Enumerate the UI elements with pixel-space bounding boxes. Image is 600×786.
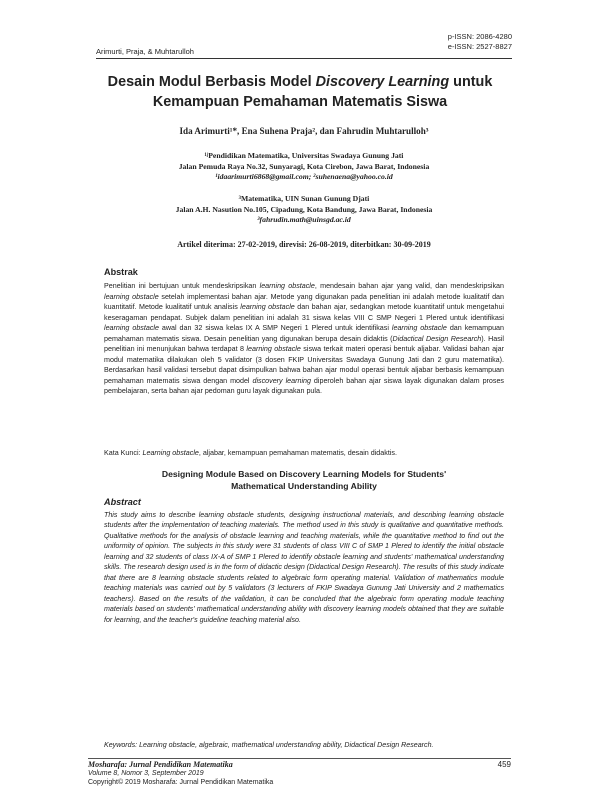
footer-volume: Volume 8, Nomor 3, September 2019 [88, 770, 204, 777]
e-issn: e-ISSN: 2527-8827 [447, 42, 512, 51]
header-divider [96, 58, 512, 59]
affiliation-2-dept: ³Matematika, UIN Sunan Gunung Djati [238, 194, 370, 203]
abstract-body: This study aims to describe learning obstacle students, designing instructional materials, and describing learning obstacle students after the implementation of teaching materials. The method used in this study is qualitative and quantitative methods. Qualitative methods for the analysis of obstacle learning and teaching materials, while the quantitative method to find out the uniformity of opinion. The subjects in this study were 31 students of class VIII C of SMP 1 Plered to identify the initial obstacle learning and 32 students of class IX-A of SMP 1 Plered to identify obstacle learning and students' mathematical understanding skills. The research design used is in the form of didactic design (Didactical Design Research). The results of this study indicate that there are 8 learning obstacle students related to algebraic form operating material. Validation of mathematics module teaching materials was carried out by 5 validators (3 lecturers of FKIP Swadaya Gunung Jati University and 2 mathematics teachers). Based on the results of the validation, it can be concluded that the algebraic form operating module teaching materials based on students' mathematical understanding ability with discovery learning models obtained that they are suitable for learning, and the teacher's guideline teaching material also. [104, 511, 504, 624]
article-dates: Artikel diterima: 27-02-2019, direvisi: 26-08-2019, diterbitkan: 30-09-2019 [177, 240, 431, 249]
running-header-authors: Arimurti, Praja, & Muhtarulloh [96, 47, 194, 56]
affiliation-2 [96, 194, 512, 226]
affiliation-2-address: Jalan A.H. Nasution No.105, Cipadung, Kota Bandung, Jawa Barat, Indonesia [175, 204, 433, 214]
title-part3: untuk [449, 74, 493, 90]
affiliation-2-email[interactable]: ³fahrudin.math@uinsgd.ac.id [257, 215, 351, 225]
abstrak-heading: Abstrak [104, 267, 138, 277]
article-title [90, 72, 510, 112]
abstract-heading: Abstract [104, 497, 141, 507]
affiliation-1-dept: ¹ʲPendidikan Matematika, Universitas Swadaya Gunung Jati [204, 151, 404, 160]
english-title [96, 469, 512, 492]
english-title-line1: Designing Module Based on Discovery Learning Models for Students' [161, 469, 447, 479]
affiliation-1-address: Jalan Pemuda Raya No.32, Sunyaragi, Kota Cirebon, Jawa Barat, Indonesia [178, 161, 430, 171]
abstrak-body: Penelitian ini bertujuan untuk mendeskripsikan learning obstacle, mendesain bahan ajar yang valid, dan mendeskripsikan learning obstacle setelah implementasi bahan ajar. Metode yang digunakan pada penelitian ini adalah metode kualitatif dan kuantitatif. Metode kualitatif untuk analisis learning obstacle dan bahan ajar, sedangkan metode kuantitatif untuk mengetahui keseragaman pendapat. Subjek dalam penelitian ini adalah 31 siswa kelas VIII C SMP Negeri 1 Plered untuk identifikasi learning obstacle awal dan 32 siswa kelas IX A SMP Negeri 1 Plered untuk identifikasi learning obstacle dan kemampuan pemahaman matematis siswa. Desain penelitian yang digunakan berupa desain didaktis (Didactical Design Research). Hasil penelitian ini menunjukan bahwa terdapat 8 learning obstacle siswa terkait materi operasi bentuk aljabar. Validasi bahan ajar modul matematika dilakukan oleh 5 validator (3 dosen FKIP Universitas Swadaya Gunung Jati dan 2 guru matematika). Berdasarkan hasil validasi tersebut dapat disimpulkan bahwa bahan ajar modul operasi bentuk aljabar berbasis kemampuan pemahaman matematis siswa dengan model discovery learning diperoleh bahan ajar siswa layak digunakan dalam proses pembelajaran, serta bahan ajar pedoman guru layak digunakan pula. [104, 282, 505, 396]
affiliation-1 [96, 151, 512, 183]
title-line2: Kemampuan Pemahaman Matematis Siswa [152, 94, 448, 110]
keywords: Keywords: Learning obstacle, algebraic, mathematical understanding ability, Didactical Design Research. [104, 741, 434, 749]
author-list: Ida Arimurti¹*, Ena Suhena Praja², dan Fahrudin Muhtarulloh³ [179, 126, 429, 136]
footer-journal-name: Mosharafa: Jurnal Pendidikan Matematika [88, 760, 233, 769]
page-number: 459 [497, 760, 511, 769]
title-italic: Discovery Learning [315, 74, 450, 90]
title-part1: Desain Modul Berbasis Model [107, 74, 316, 90]
english-title-line2: Mathematical Understanding Ability [231, 480, 377, 491]
issn-block [448, 32, 512, 52]
affiliation-1-email[interactable]: ¹idaarimurti6868@gmail.com; ²suhenaena@yahoo.co.id [215, 172, 393, 182]
kata-kunci: Kata Kunci: Learning obstacle, aljabar, kemampuan pemahaman matematis, desain didaktis. [104, 449, 397, 457]
footer-copyright: Copyright© 2019 Mosharafa: Jurnal Pendidikan Matematika [88, 779, 274, 786]
footer-divider [88, 758, 511, 759]
p-issn: p-ISSN: 2086-4280 [447, 32, 512, 41]
